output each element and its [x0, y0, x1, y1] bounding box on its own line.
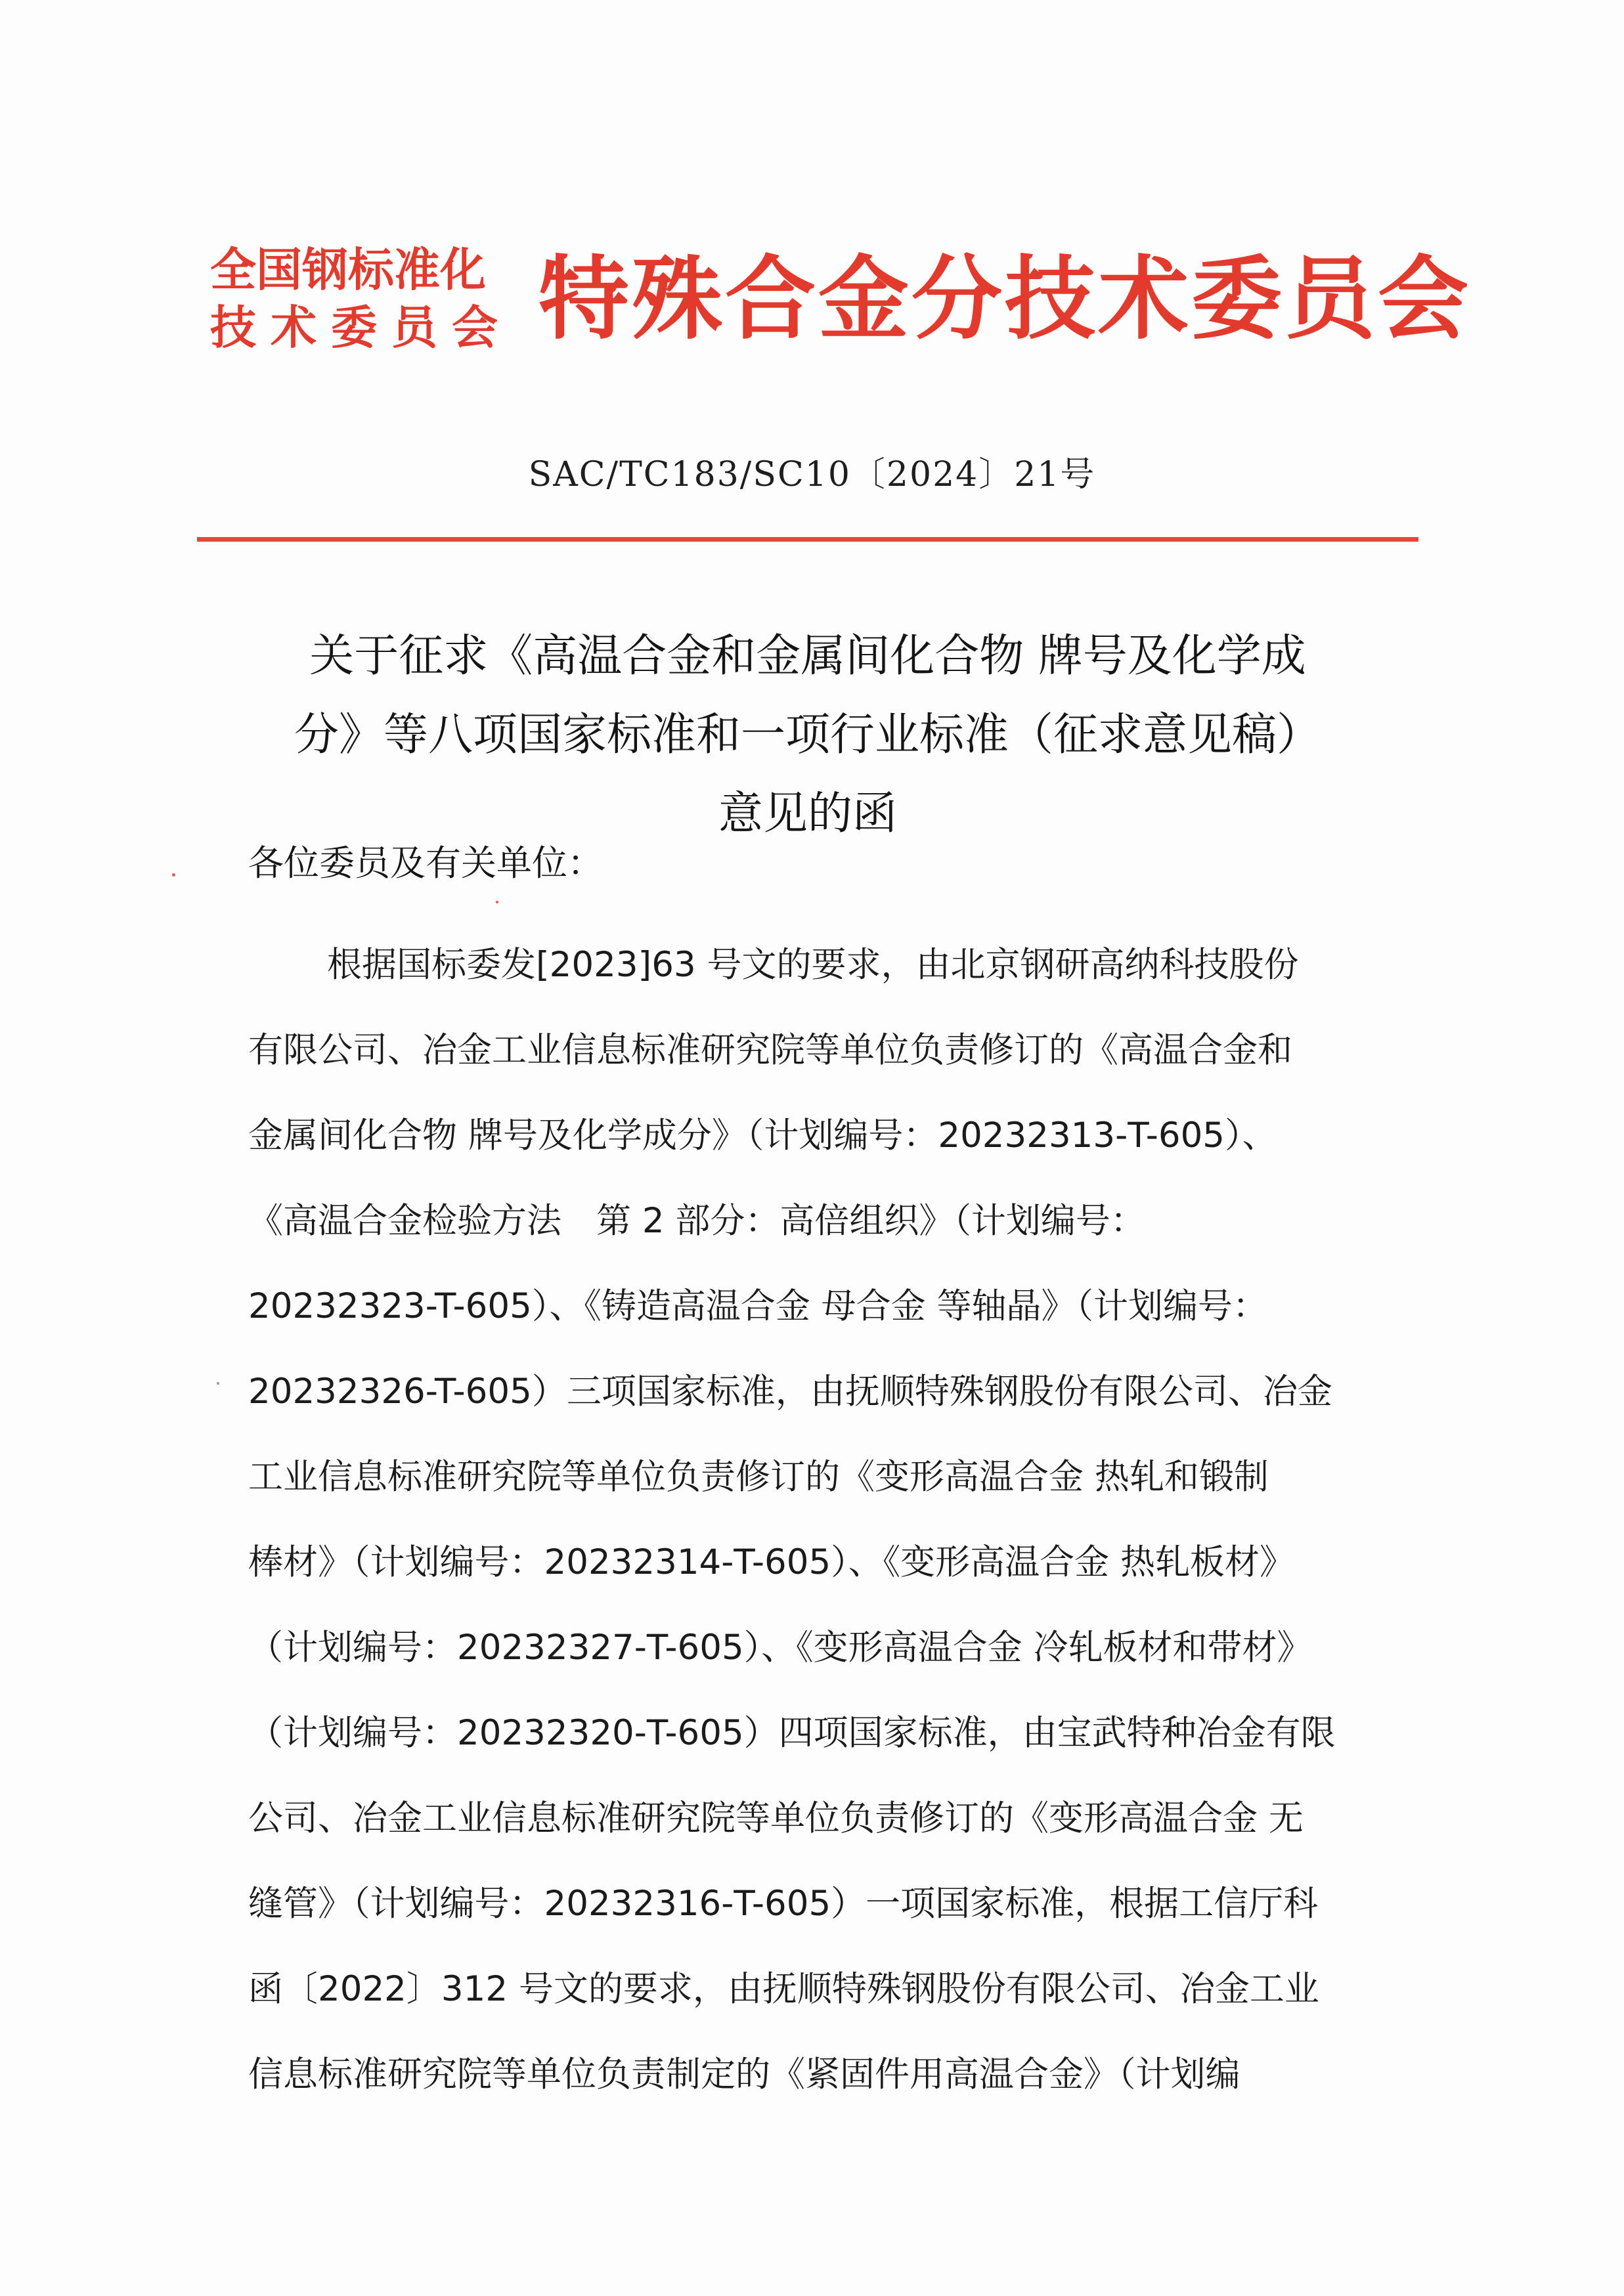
document-number: SAC/TC183/SC10〔2024〕21号 — [528, 455, 1096, 494]
scan-speck — [172, 873, 175, 877]
organization-name-line-1: 全国钢标准化 — [210, 242, 486, 297]
body-line: 公司、冶金工业信息标准研究院等单位负责修订的《变形高温合金 无 — [248, 1798, 1304, 1838]
scan-speck — [496, 901, 498, 903]
body-line: （计划编号：20232327-T-605）、《变形高温合金 冷轧板材和带材》 — [248, 1628, 1312, 1668]
organization-name-line-2: 技术委员会 — [210, 300, 512, 355]
letterhead — [210, 233, 1472, 364]
document-title-line-2: 分》等八项国家标准和一项行业标准（征求意见稿） — [294, 709, 1321, 761]
body-line: （计划编号：20232320-T-605）四项国家标准，由宝武特种冶金有限 — [248, 1713, 1336, 1753]
body-line: 信息标准研究院等单位负责制定的《紧固件用高温合金》（计划编 — [248, 2054, 1240, 2094]
body-line: 根据国标委发[2023]63 号文的要求，由北京钢研高纳科技股份 — [327, 945, 1299, 985]
body-line: 20232323-T-605）、《铸造高温合金 母合金 等轴晶》（计划编号： — [248, 1286, 1268, 1326]
letterhead-divider — [197, 537, 1418, 542]
body-line: 缝管》（计划编号：20232316-T-605）一项国家标准，根据工信厅科 — [248, 1884, 1319, 1924]
subcommittee-name: 特殊合金分技术委员会 — [538, 245, 1472, 352]
salutation: 各位委员及有关单位： — [248, 842, 603, 884]
body-line: 有限公司、冶金工业信息标准研究院等单位负责修订的《高温合金和 — [248, 1030, 1292, 1070]
body-line: 函〔2022〕312 号文的要求，由抚顺特殊钢股份有限公司、冶金工业 — [248, 1969, 1319, 2009]
scan-speck — [217, 1382, 219, 1385]
body-line: 工业信息标准研究院等单位负责修订的《变形高温合金 热轧和锻制 — [248, 1457, 1269, 1497]
document-title-line-1: 关于征求《高温合金和金属间化合物 牌号及化学成 — [309, 630, 1306, 682]
document-title-line-3: 意见的函 — [718, 788, 897, 840]
body-line: 金属间化合物 牌号及化学成分》（计划编号：20232313-T-605）、 — [248, 1116, 1277, 1156]
body-paragraph — [248, 922, 1371, 2117]
document-title — [197, 617, 1418, 854]
body-line: 《高温合金检验方法 第 2 部分：高倍组织》（计划编号： — [248, 1201, 1145, 1241]
body-line: 20232326-T-605）三项国家标准，由抚顺特殊钢股份有限公司、冶金 — [248, 1372, 1332, 1412]
organization-name — [210, 241, 512, 357]
body-line: 棒材》（计划编号：20232314-T-605）、《变形高温合金 热轧板材》 — [248, 1542, 1295, 1582]
